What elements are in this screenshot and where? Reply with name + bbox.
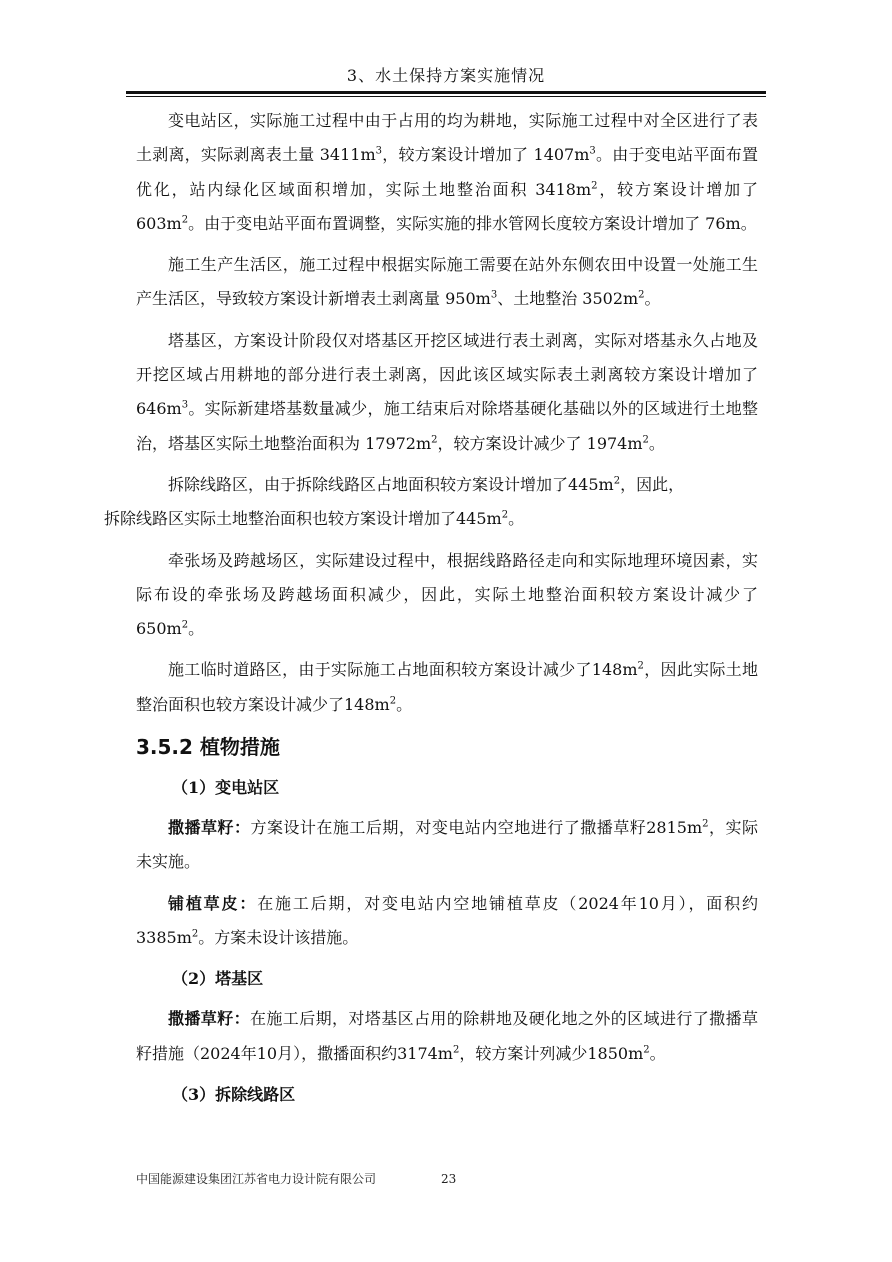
paragraph-grass-seeding-substation: 撒播草籽：方案设计在施工后期，对变电站内空地进行了撒播草籽$2815m^2$，实际未实施。	[136, 818, 758, 872]
subheading-tower-base: （2）塔基区	[172, 969, 264, 989]
header-rule-thin	[126, 96, 766, 97]
page-body	[104, 104, 758, 1118]
paragraph-demolition-line: 拆除线路区，由于拆除线路区占地面积较方案设计增加了$445m^2$，因此， 拆除线路区实际土地整治面积也较方案设计增加了$445m^2$。	[104, 474, 685, 529]
paragraph-grass-seeding-tower: 撒播草籽：在施工后期，对塔基区占用的除耕地及硬化地之外的区域进行了撒播草籽措施（2024年10月），撒播面积约$3174m^2$，较方案计列减少$1850m^2$。	[136, 1009, 758, 1063]
paragraph-substation: 变电站区，实际施工过程中由于占用的均为耕地，实际施工过程中对全区进行了表土剥离，实际剥离表土量 $3411m^3$，较方案设计增加了 $1407m^3$。由于变电站平面布置优化，站内绿化区域面积增加，实际土地整治面积 $3418m^2$，较方案设计增加了 $603m^2$。由于变电站平面布置调整，实际实施的排水管网长度较方案设计增加了 76m。	[136, 111, 758, 233]
subheading-demolition-line: （3）拆除线路区	[172, 1084, 296, 1104]
paragraph-construction-camp: 施工生产生活区，施工过程中根据实际施工需要在站外东侧农田中设置一处施工生产生活区，导致较方案设计新增表土剥离量 $950m^3$、土地整治 $3502m^2$。	[136, 255, 758, 309]
section-heading: 3.5.2 植物措施	[136, 735, 280, 760]
paragraph-tower-base: 塔基区，方案设计阶段仅对塔基区开挖区域进行表土剥离，实际对塔基永久占地及开挖区域占用耕地的部分进行表土剥离，因此该区域实际表土剥离较方案设计增加了 $646m^3$。实际新建塔基数量减少，施工结束后对除塔基硬化基础以外的区域进行土地整治，塔基区实际土地整治面积为 $17972m^2$，较方案设计减少了 $1974m^2$。	[136, 330, 758, 453]
paragraph-turf-laying: 铺植草皮：在施工后期，对变电站内空地铺植草皮（2024年10月），面积约 $3385m^2$。方案未设计该措施。	[136, 893, 758, 947]
subheading-substation: （1）变电站区	[172, 778, 280, 798]
paragraph-tension-field: 牵张场及跨越场区，实际建设过程中，根据线路路径走向和实际地理环境因素，实际布设的牵张场及跨越场面积减少，因此，实际土地整治面积较方案设计减少了$650m^2$。	[136, 550, 758, 639]
header-rule-thick	[126, 91, 766, 94]
page-number: 23	[441, 1172, 457, 1186]
running-header: 3、水土保持方案实施情况	[346, 66, 546, 85]
paragraph-temp-road: 施工临时道路区，由于实际施工占地面积较方案设计减少了$148m^2$，因此实际土地整治面积也较方案设计减少了$148m^2$。	[136, 660, 758, 714]
footer-organization: 中国能源建设集团江苏省电力设计院有限公司	[136, 1172, 377, 1186]
